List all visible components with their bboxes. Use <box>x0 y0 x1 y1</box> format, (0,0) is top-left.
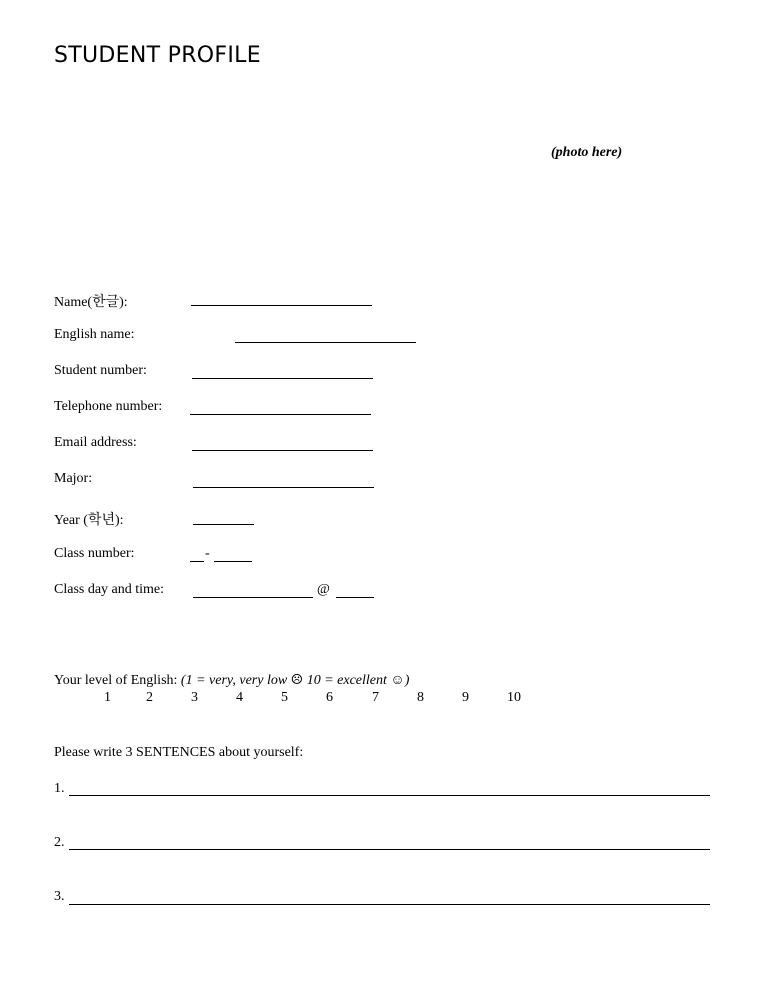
major-blank[interactable] <box>193 487 374 488</box>
sentence-line-2[interactable] <box>69 849 710 850</box>
level-option-6[interactable]: 6 <box>326 690 333 705</box>
student-number-label: Student number: <box>54 363 147 378</box>
sentence-line-1[interactable] <box>69 795 710 796</box>
sentence-number-2: 2. <box>54 835 65 850</box>
level-option-2[interactable]: 2 <box>146 690 153 705</box>
level-option-10[interactable]: 10 <box>507 690 521 705</box>
class-time-blank[interactable] <box>336 597 374 598</box>
telephone-label: Telephone number: <box>54 399 163 414</box>
level-option-1[interactable]: 1 <box>104 690 111 705</box>
sentences-prompt: Please write 3 SENTENCES about yourself: <box>54 745 304 760</box>
photo-placeholder: (photo here) <box>551 145 623 160</box>
major-label: Major: <box>54 471 93 486</box>
level-option-7[interactable]: 7 <box>372 690 379 705</box>
level-option-3[interactable]: 3 <box>191 690 198 705</box>
level-option-8[interactable]: 8 <box>417 690 424 705</box>
at-symbol: @ <box>317 582 330 597</box>
year-label: Year (학년): <box>54 513 124 528</box>
class-number-blank-1[interactable] <box>190 561 204 562</box>
english-level-scale: (1 = very, very low ☹ 10 = excellent ☺) <box>180 673 410 688</box>
sentence-number-3: 3. <box>54 889 65 904</box>
name-label: Name(한글): <box>54 295 128 310</box>
level-option-4[interactable]: 4 <box>236 690 243 705</box>
sentence-line-3[interactable] <box>69 904 710 905</box>
english-level-text: Your level of English: <box>54 673 181 688</box>
page-title: STUDENT PROFILE <box>54 43 261 68</box>
english-level-label <box>54 672 409 689</box>
english-name-blank[interactable] <box>235 342 416 343</box>
class-number-blank-2[interactable] <box>214 561 252 562</box>
email-label: Email address: <box>54 435 137 450</box>
class-day-blank[interactable] <box>193 597 313 598</box>
class-number-label: Class number: <box>54 546 135 561</box>
class-number-separator: - <box>205 546 210 561</box>
class-day-time-label: Class day and time: <box>54 582 165 597</box>
name-blank[interactable] <box>191 305 372 306</box>
telephone-blank[interactable] <box>190 414 371 415</box>
english-name-label: English name: <box>54 327 135 342</box>
email-blank[interactable] <box>192 450 373 451</box>
level-option-5[interactable]: 5 <box>281 690 288 705</box>
sentence-number-1: 1. <box>54 781 65 796</box>
year-blank[interactable] <box>193 524 254 525</box>
student-number-blank[interactable] <box>192 378 373 379</box>
level-option-9[interactable]: 9 <box>462 690 469 705</box>
